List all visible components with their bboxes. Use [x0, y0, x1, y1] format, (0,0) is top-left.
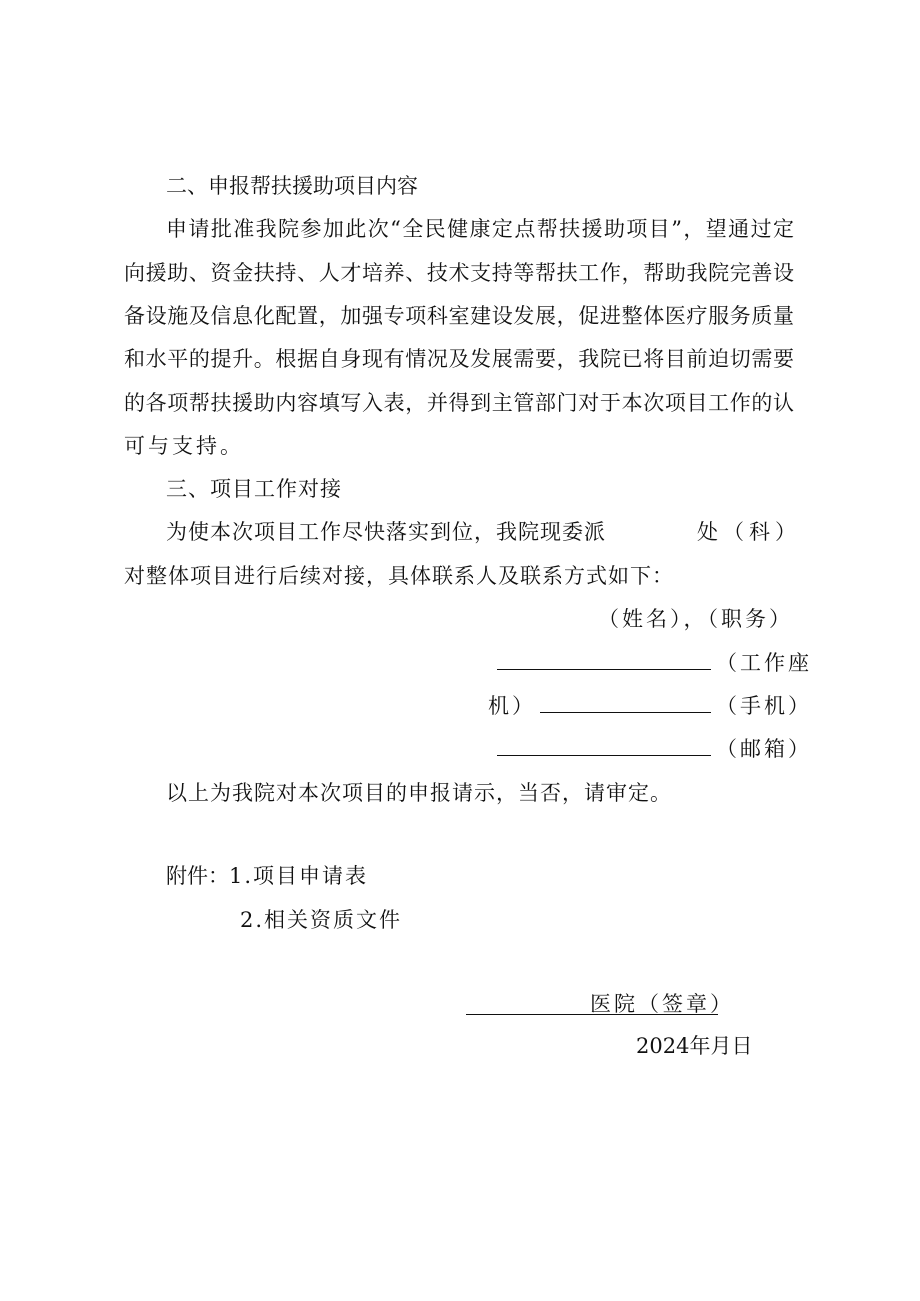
attachment-item: 1.项目申请表: [229, 864, 369, 888]
section-3-heading: 三、项目工作对接: [166, 477, 342, 501]
attachment-item: 2.相关资质文件: [240, 908, 403, 932]
section-2-paragraph-line: 向援助、资金扶持、人才培养、技术支持等帮扶工作，帮助我院完善设: [124, 261, 794, 285]
section-3-paragraph-line: 处（科）: [697, 520, 801, 544]
section-3-paragraph-line: 对整体项目进行后续对接，具体联系人及联系方式如下：: [124, 564, 674, 588]
landline-blank: [497, 651, 711, 670]
contact-name-role: （姓名），（职务）: [598, 607, 793, 631]
section-2-paragraph-line: 可与支持。: [124, 434, 244, 458]
contact-landline-label-cont: 机）: [488, 694, 536, 718]
contact-mobile-label: （手机）: [716, 694, 812, 718]
mobile-blank: [540, 694, 711, 713]
contact-email-label: （邮箱）: [716, 737, 812, 761]
contact-landline-label: （工作座: [716, 651, 812, 675]
hospital-signature-label: 医院（签章）: [590, 992, 734, 1016]
signature-date: 2024年月日: [636, 1034, 753, 1058]
attachments-label: 附件：: [166, 864, 229, 888]
section-3-paragraph-line: 为使本次项目工作尽快落实到位，我院现委派: [166, 520, 606, 544]
section-2-paragraph-line: 申请批准我院参加此次“全民健康定点帮扶援助项目”，望通过定: [166, 217, 794, 241]
section-2-heading: 二、申报帮扶援助项目内容: [166, 174, 418, 198]
closing-sentence: 以上为我院对本次项目的申报请示，当否，请审定。: [166, 781, 672, 805]
section-2-paragraph-line: 的各项帮扶援助内容填写入表，并得到主管部门对于本次项目工作的认: [124, 391, 794, 415]
section-2-paragraph-line: 和水平的提升。根据自身现有情况及发展需要，我院已将目前迫切需要: [124, 347, 794, 371]
email-blank: [497, 737, 711, 756]
section-2-paragraph-line: 备设施及信息化配置，加强专项科室建设发展，促进整体医疗服务质量: [124, 304, 794, 328]
